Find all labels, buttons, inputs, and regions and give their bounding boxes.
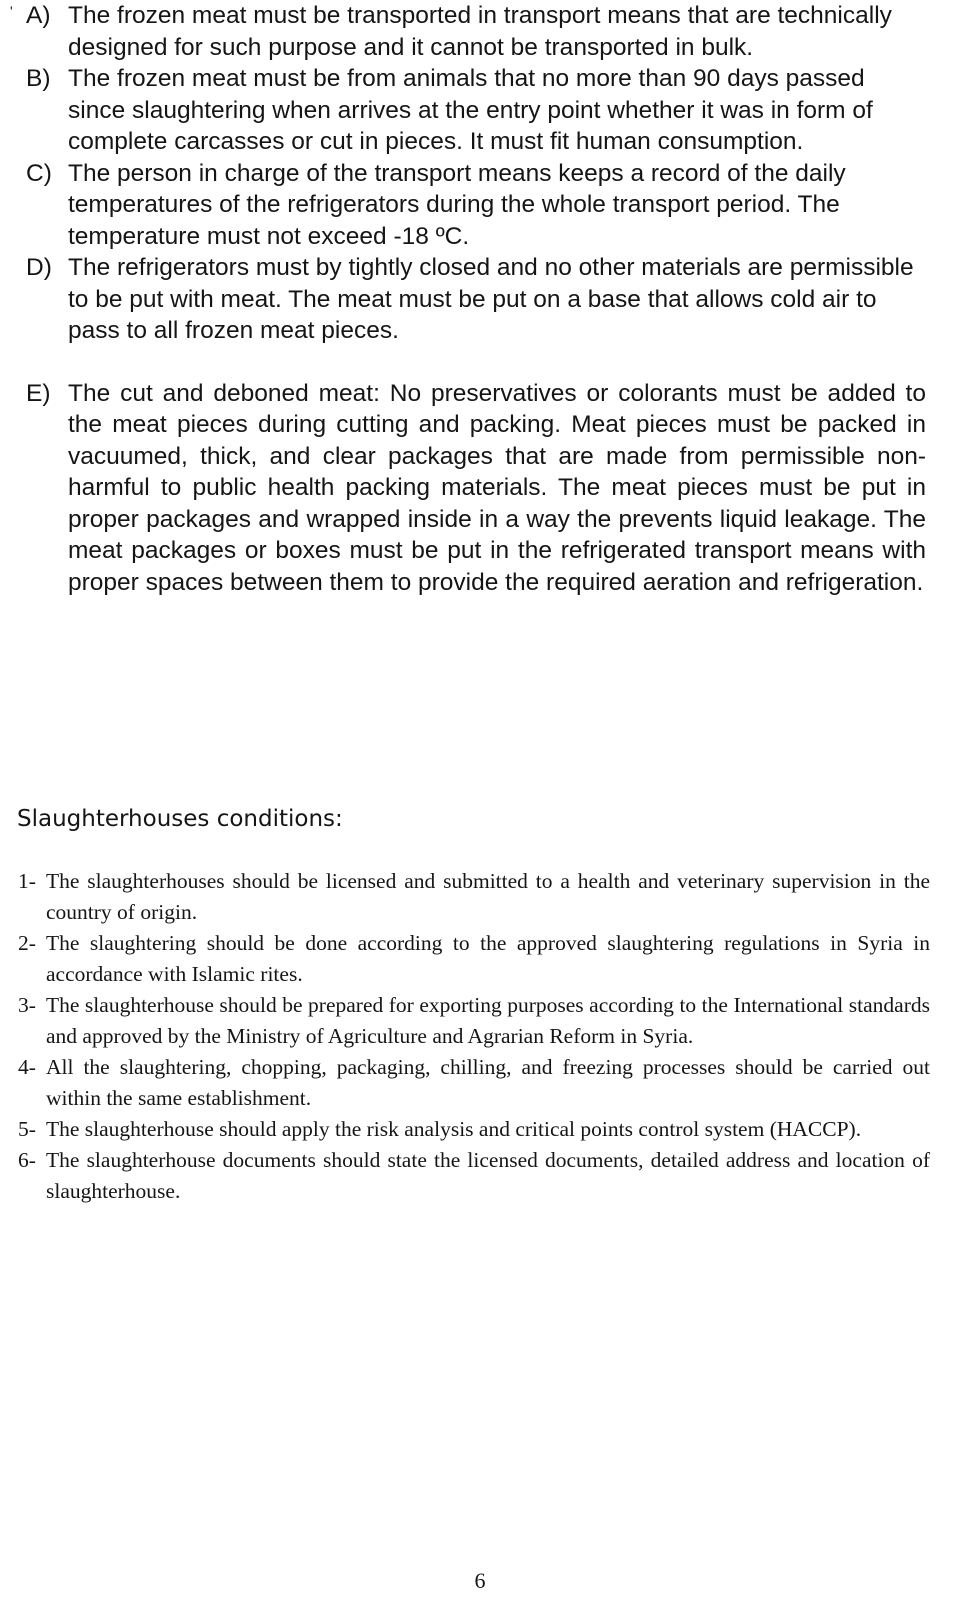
condition-text: The slaughterhouse should be prepared for exporting purposes according to the International standards and approved by the Ministry of Agriculture and Agrarian Reform in Syria. xyxy=(46,993,930,1048)
slaughterhouse-condition-5 xyxy=(18,1114,930,1145)
condition-text: The slaughterhouse documents should state the licensed documents, detailed address and location of slaughterhouse. xyxy=(46,1148,930,1203)
slaughterhouse-condition-2 xyxy=(18,928,930,990)
condition-text: The frozen meat must be from animals that no more than 90 days passed since slaughtering when arrives at the entry point whether it was in form of complete carcasses or cut in pieces. It must fit human consumption. xyxy=(68,65,873,155)
condition-a xyxy=(26,0,926,63)
condition-text: The person in charge of the transport means keeps a record of the daily temperatures of the refrigerators during the whole transport period. The temperature must not exceed -18 ºC. xyxy=(68,159,846,250)
condition-text: All the slaughtering, chopping, packaging, chilling, and freezing processes should be carried out within the same establishment. xyxy=(46,1055,930,1110)
condition-text: The frozen meat must be transported in transport means that are technically designed for such purpose and it cannot be transported in bulk. xyxy=(68,2,892,61)
condition-d xyxy=(26,252,926,347)
condition-letter: E) xyxy=(26,379,51,407)
condition-number: 6- xyxy=(18,1148,36,1172)
condition-text: The refrigerators must by tightly closed and no other materials are permissible to be put with meat. The meat must be put on a base that allows cold air to pass to all frozen meat pieces. xyxy=(68,254,914,344)
condition-number: 2- xyxy=(18,931,36,955)
condition-number: 4- xyxy=(18,1055,36,1079)
condition-b xyxy=(26,63,926,158)
condition-number: 3- xyxy=(18,993,36,1017)
condition-letter: C) xyxy=(26,159,52,187)
page-number: 6 xyxy=(474,1568,486,1593)
condition-c xyxy=(26,158,926,253)
condition-text: The cut and deboned meat: No preservatives or colorants must be added to the meat pieces during cutting and packing. Meat pieces must be packed in vacuumed, thick, and clear packages that are made from permissible non-harmful to public health packing materials. The meat pieces must be put in proper packages and wrapped inside in a way the prevents liquid leakage. The meat packages or boxes must be put in the refrigerated transport means with proper spaces between them to provide the required aeration and refrigeration. xyxy=(68,379,926,596)
condition-letter: A) xyxy=(26,2,51,29)
section-title: Slaughterhouses conditions: xyxy=(17,806,343,832)
stray-mark: ' xyxy=(10,3,13,19)
condition-number: 1- xyxy=(18,869,36,893)
condition-number: 5- xyxy=(18,1117,36,1141)
condition-letter: D) xyxy=(26,254,52,281)
lettered-conditions-list xyxy=(26,0,926,598)
condition-text: The slaughterhouse should apply the risk analysis and critical points control system (HACCP). xyxy=(46,1117,862,1141)
condition-e xyxy=(26,378,926,599)
condition-text: The slaughterhouses should be licensed and submitted to a health and veterinary supervision in the country of origin. xyxy=(46,869,930,924)
slaughterhouse-condition-3 xyxy=(18,990,930,1052)
condition-text: The slaughtering should be done according to the approved slaughtering regulations in Syria in accordance with Islamic rites. xyxy=(46,931,930,986)
slaughterhouse-condition-4 xyxy=(18,1052,930,1114)
slaughterhouse-condition-6 xyxy=(18,1145,930,1207)
slaughterhouse-condition-1 xyxy=(18,866,930,928)
condition-letter: B) xyxy=(26,65,51,92)
slaughterhouse-conditions-list xyxy=(18,866,930,1207)
